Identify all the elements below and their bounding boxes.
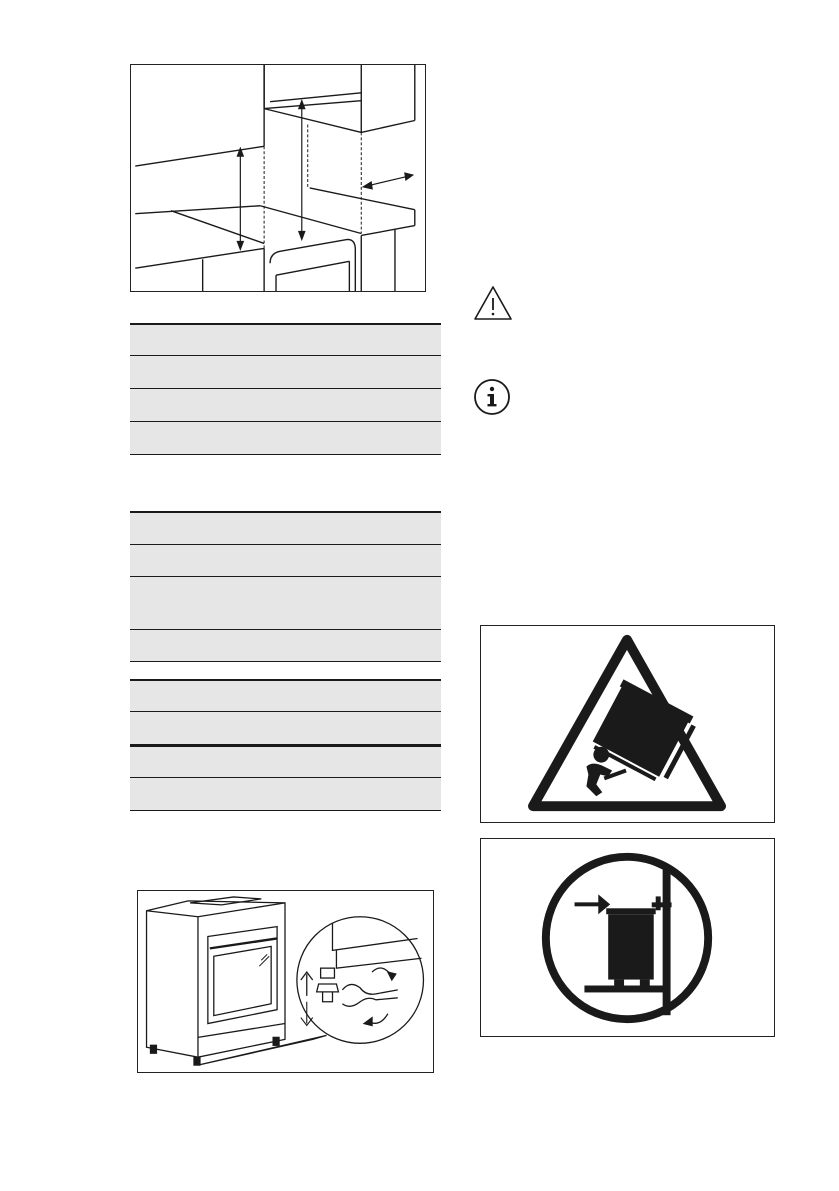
table-row: [130, 422, 441, 455]
table-cell: [130, 745, 142, 767]
table-cell: [130, 628, 142, 650]
table-row: [130, 745, 441, 778]
table-cell: [130, 710, 142, 732]
dimension-table-2: [130, 511, 441, 662]
table-row: [130, 389, 441, 422]
warning-triangle-icon: [473, 285, 513, 321]
table-row: [130, 323, 441, 356]
table-row: [130, 511, 441, 545]
table-row: [130, 356, 441, 389]
table-row: [130, 545, 441, 577]
dimension-table-1: [130, 323, 441, 455]
clearance-dimensions-diagram: [130, 64, 426, 292]
table-cell: [130, 420, 142, 442]
table-row: [130, 679, 441, 712]
table-row: [130, 712, 441, 745]
table-cell: [130, 511, 142, 533]
dimension-table-3: [130, 679, 441, 811]
anti-tilt-bracket-pictogram: [480, 838, 775, 1037]
table-cell: [130, 776, 142, 798]
table-cell: [130, 543, 142, 565]
table-cell: [130, 575, 142, 597]
table-cell: [130, 679, 142, 701]
tipping-hazard-pictogram: [480, 625, 775, 823]
table-row: [130, 630, 441, 662]
levelling-feet-diagram: [137, 890, 434, 1073]
table-cell: [130, 323, 142, 345]
table-row: [130, 778, 441, 811]
table-row: [130, 577, 441, 630]
table-cell: [130, 387, 142, 409]
table-cell: [130, 354, 142, 376]
info-circle-icon: [473, 378, 511, 416]
